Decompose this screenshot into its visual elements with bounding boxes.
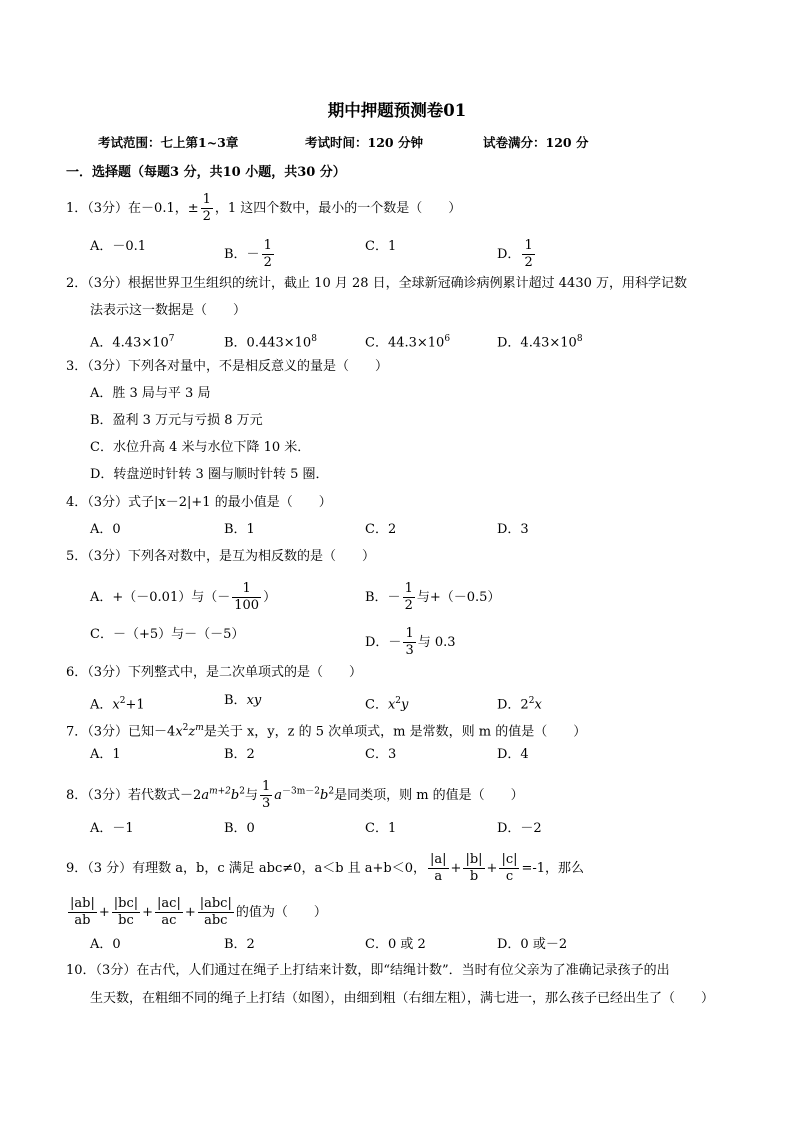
question-5-option-a: A．+（－0.01）与（－ $\frac{1}{100}$ ） — [90, 581, 277, 613]
page-title: 期中押题预测卷01 — [327, 101, 467, 120]
question-9-stem-line1: 9．（3 分）有理数 a，b，c 满足 abc≠0，a＜b 且 a+b＜0， $\frac{|a|}{a}$ + $\frac{|b|}{b}$ + $\frac{|c|}{c}$ =-1，那么 — [66, 852, 585, 884]
question-6-option-d: D．$2^2x$ — [497, 696, 542, 713]
question-2-stem-line2: 法表示这一数据是（ ） — [90, 303, 247, 318]
fraction: $\frac{1}{2}$ — [202, 192, 211, 224]
question-5-option-d: D．－ $\frac{1}{3}$ 与 0.3 — [365, 626, 456, 658]
question-9-option-d: D．0 或－2 — [497, 937, 568, 952]
question-7-option-a: A．1 — [90, 747, 121, 762]
question-8-option-a: A．－1 — [90, 821, 134, 836]
question-10-stem-line2: 生天数，在粗细不同的绳子上打结（如图），由细到粗（右细左粗），满七进一，那么孩子已经出生了（ ） — [90, 991, 715, 1006]
question-4-option-a: A．0 — [90, 522, 121, 537]
question-3-stem: 3．（3分）下列各对量中，不是相反意义的量是（ ） — [66, 359, 389, 374]
question-4-stem: 4．（3分）式子|x－2|+1 的最小值是（ ） — [66, 495, 332, 510]
question-2-option-d: D．$4.43\times 10^8$ — [497, 334, 583, 351]
question-1-option-c: C．1 — [365, 239, 397, 254]
question-6-option-a: A．$x^2+1$ — [90, 696, 145, 713]
question-5-option-b: B．－ $\frac{1}{2}$ 与+（－0.5） — [365, 581, 501, 613]
exam-time: 考试时间：120 分钟 — [305, 135, 423, 150]
question-2-stem-line1: 2．（3分）根据世界卫生组织的统计，截止 10 月 28 日，全球新冠确诊病例累计超过 4430 万，用科学记数 — [66, 276, 688, 291]
question-8-option-b: B．0 — [224, 821, 255, 836]
question-1-option-a: A．－0.1 — [90, 239, 147, 254]
question-6-stem: 6．（3分）下列整式中，是二次单项式的是（ ） — [66, 665, 363, 680]
question-1-option-b: B．－ $\frac{1}{2}$ — [224, 238, 272, 270]
question-5-option-c: C．－（+5）与－（－5） — [90, 627, 245, 642]
question-7-option-d: D．4 — [497, 747, 529, 762]
question-9-stem-line2: $\frac{|ab|}{ab}$ + $\frac{|bc|}{bc}$ + $\frac{|ac|}{ac}$ + $\frac{\text{|abc|}}{\text{abc}}$ 的值为（ ） — [70, 896, 327, 928]
question-7-option-c: C．3 — [365, 747, 397, 762]
question-8-stem: 8．（3分）若代数式$-2a^{m+2}b^2$与 $\frac{1}{3}$ $a^{-3m-2}b^2$是同类项，则 m 的值是（ ） — [66, 779, 524, 811]
question-7-option-b: B．2 — [224, 747, 255, 762]
question-2-option-c: C．$44.3\times 10^6$ — [365, 334, 451, 351]
question-4-option-b: B．1 — [224, 522, 255, 537]
question-4-option-c: C．2 — [365, 522, 397, 537]
question-1-stem: 1．（3分）在－0.1，± $\frac{1}{2}$ ，1 这四个数中，最小的一个数是（ ） — [66, 192, 462, 224]
question-7-stem: 7．（3分）已知$-4x^2z^m$是关于 x，y，z 的 5 次单项式，m 是常数，则 m 的值是（ ） — [66, 723, 587, 740]
exam-scope: 考试范围：七上第1~3章 — [98, 135, 239, 150]
section-heading: 一．选择题（每题3 分，共10 小题，共30 分） — [66, 165, 346, 180]
question-8-option-d: D．－2 — [497, 821, 542, 836]
question-3-option-a: A．胜 3 局与平 3 局 — [90, 386, 211, 401]
question-8-option-c: C．1 — [365, 821, 397, 836]
question-6-option-b: B．xy — [224, 693, 262, 708]
question-9-option-c: C．0 或 2 — [365, 937, 426, 952]
question-3-option-d: D．转盘逆时针转 3 圈与顺时针转 5 圈． — [90, 467, 329, 482]
question-9-option-b: B．2 — [224, 937, 255, 952]
question-10-stem-line1: 10．（3分）在古代，人们通过在绳子上打结来计数，即“结绳计数”．当时有位父亲为了准确记录孩子的出 — [66, 963, 670, 978]
question-5-stem: 5．（3分）下列各对数中，是互为相反数的是（ ） — [66, 549, 376, 564]
question-6-option-c: C．$x^2y$ — [365, 696, 409, 713]
question-9-option-a: A．0 — [90, 937, 121, 952]
question-2-option-a: A．$4.43\times 10^7$ — [90, 334, 175, 351]
exam-score: 试卷满分：120 分 — [483, 135, 589, 150]
question-2-option-b: B．$0.443\times 10^8$ — [224, 334, 317, 351]
question-3-option-b: B．盈利 3 万元与亏损 8 万元 — [90, 413, 263, 428]
question-4-option-d: D．3 — [497, 522, 529, 537]
question-1-option-d: D． $\frac{1}{2}$ — [497, 238, 533, 270]
question-3-option-c: C．水位升高 4 米与水位下降 10 米． — [90, 440, 311, 455]
